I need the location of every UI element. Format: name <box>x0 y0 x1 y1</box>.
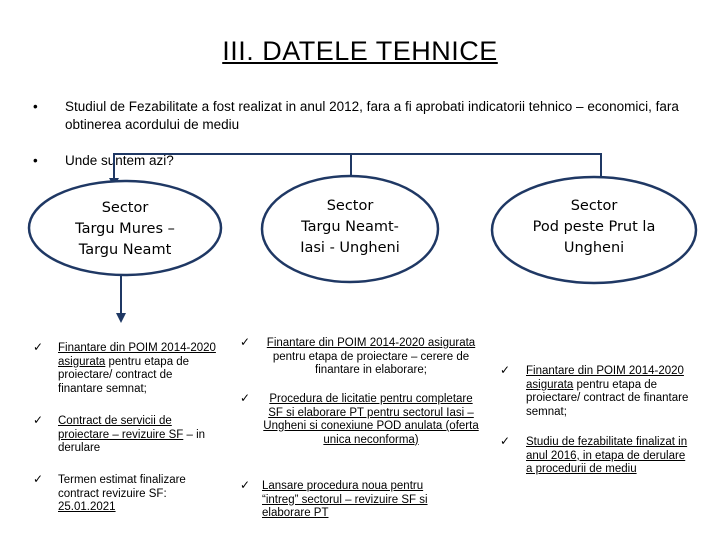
checkmark-icon: ✓ <box>240 391 251 405</box>
item-highlight: Finantare din POIM 2014-2020 asigurata <box>58 342 216 368</box>
item-text: – in derulare <box>58 428 206 454</box>
item-highlight: Procedura de licitatie pentru completare SF si elaborare PT pentru sectorul Iasi – Ungheni si conexiune POD anulata (oferta unica neconforma) <box>263 393 479 446</box>
item-highlight: Finantare din POIM 2014-2020 asigurata <box>526 365 684 391</box>
checkmark-icon: ✓ <box>33 472 44 486</box>
checkmark-icon: ✓ <box>500 363 511 377</box>
checkmark-icon: ✓ <box>240 335 251 349</box>
item-highlight: Lansare procedura noua pentru “intreg” sectorul – revizuire SF si elaborare PT <box>262 480 428 519</box>
sector-label-line: Ungheni <box>563 240 625 256</box>
sector-label-line: Targu Neamt <box>78 242 172 258</box>
item-text: pentru etapa de proiectare/ contract de finantare semnat; <box>58 355 190 395</box>
checkmark-icon: ✓ <box>500 434 511 448</box>
item-highlight: Contract de servicii de proiectare – revizuire SF <box>58 415 184 441</box>
item-highlight: Studiu de fezabilitate finalizat in anul 2016, in etapa de derulare a procedurii de mediu <box>526 436 688 475</box>
item-text: pentru etapa de proiectare/ contract de finantare semnat; <box>526 378 689 418</box>
checkmark-icon: ✓ <box>240 478 251 492</box>
sector-label-line: Sector <box>101 200 149 216</box>
sector-label-line: Targu Neamt- <box>301 219 399 235</box>
sector-label-line: Sector <box>326 198 374 214</box>
sector-label-1 <box>40 198 210 261</box>
sector-label-line: Sector <box>570 198 618 214</box>
item-highlight: Finantare din POIM 2014-2020 asigurata <box>266 337 476 349</box>
item-text: pentru etapa de proiectare – cerere de finantare in elaborare; <box>272 350 470 376</box>
sector-label-2 <box>270 196 430 259</box>
sector-label-3 <box>504 196 684 259</box>
bullet-icon: • <box>33 99 38 114</box>
bullet-text: Unde suntem azi? <box>65 153 174 168</box>
checkmark-icon: ✓ <box>33 340 44 354</box>
sector-label-line: Pod peste Prut la <box>532 219 656 235</box>
checkmark-icon: ✓ <box>33 413 44 427</box>
item-text: Termen estimat finalizare contract revizuire SF: <box>58 474 186 500</box>
sector-label-line: Iasi - Ungheni <box>300 240 400 256</box>
bullet-text: Studiul de Fezabilitate a fost realizat in anul 2012, fara a fi aprobati indicatorii tehnico – economici, fara obtinerea acordului de mediu <box>65 99 679 132</box>
bullet-icon: • <box>33 153 38 168</box>
item-highlight: 25.01.2021 <box>58 501 116 513</box>
page-title: III. DATELE TEHNICE <box>222 36 498 66</box>
sector-label-line: Targu Mures – <box>75 221 175 237</box>
